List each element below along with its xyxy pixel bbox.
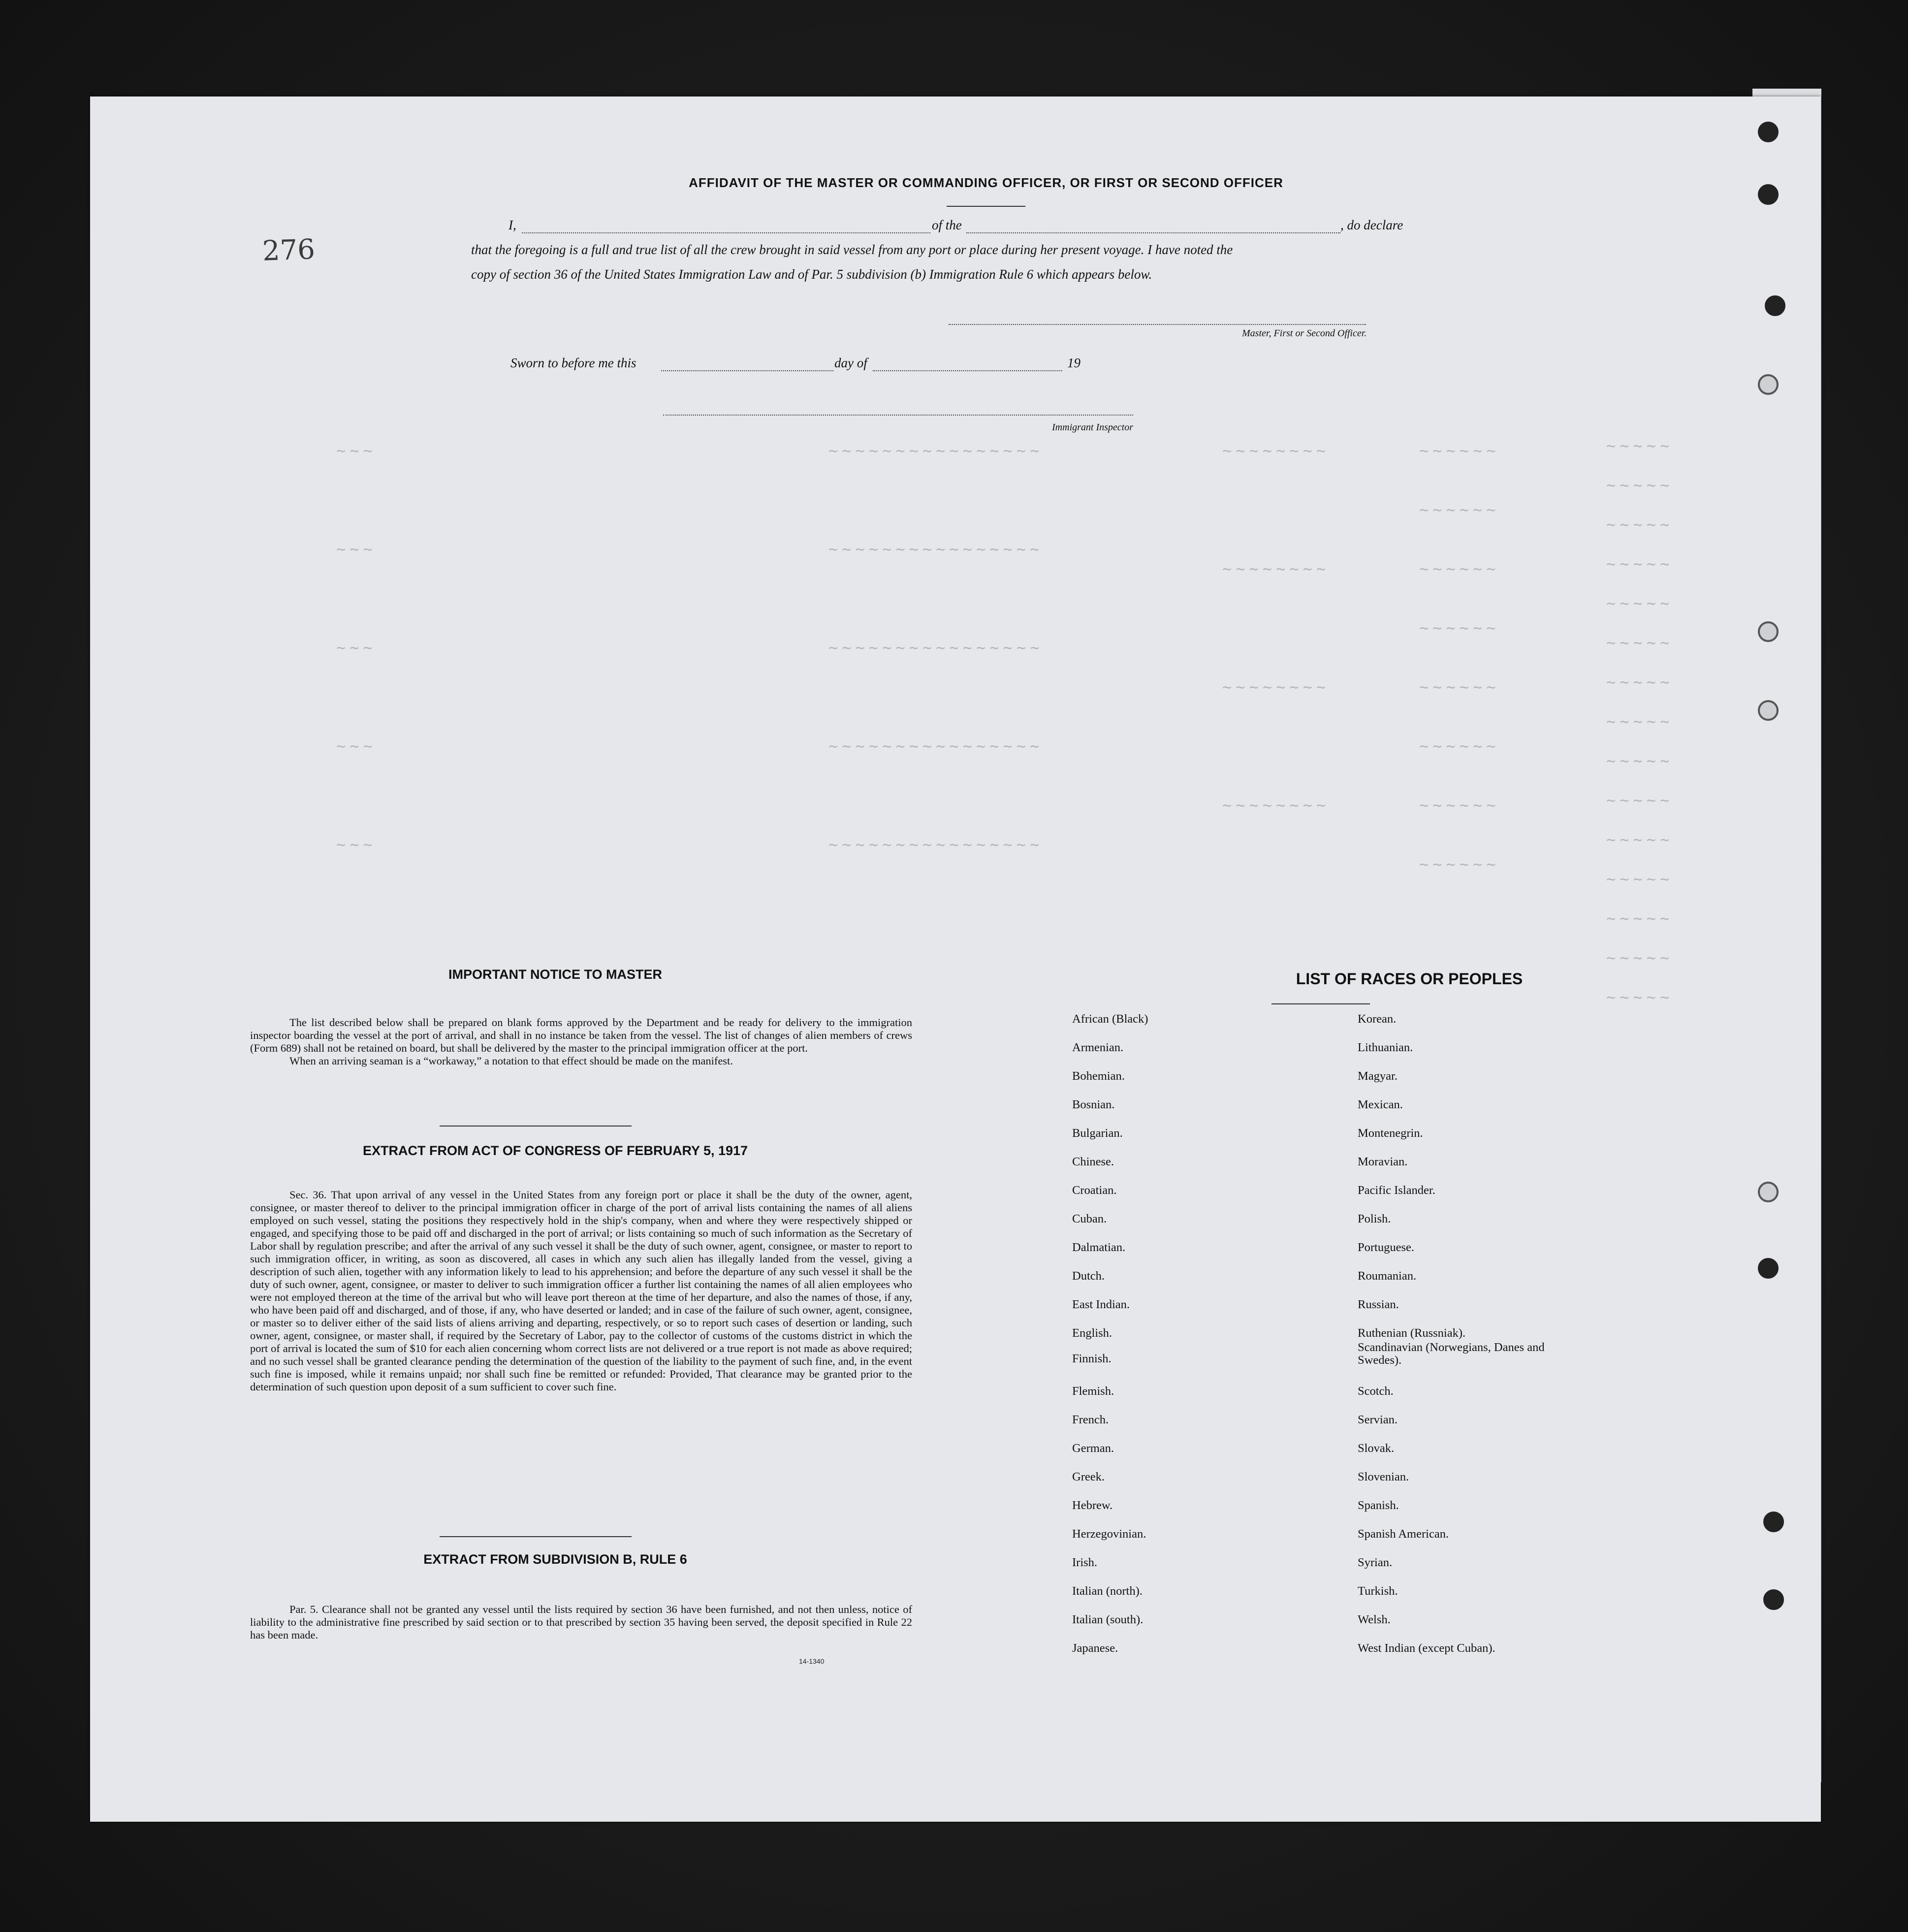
race-item: Syrian. (1358, 1556, 1393, 1569)
race-item: Herzegovinian. (1072, 1527, 1146, 1541)
binder-hole (1758, 1182, 1779, 1202)
notice-paragraph-2: When an arriving seaman is a “workaway,” a notation to that effect should be made on the manifest. (289, 1055, 733, 1067)
affidavit-title-rule (947, 206, 1025, 207)
binder-hole (1758, 374, 1779, 395)
race-item: German. (1072, 1442, 1114, 1455)
race-item: Dutch. (1072, 1269, 1105, 1283)
extract-rule-paragraph: Par. 5. Clearance shall not be granted any vessel until the lists required by section 36 have been furnished, and not then unless, notice of liability to the administrative fine prescribed by said section or to that prescribed by section 35 having been served, the deposit specified in Rule 22 has been made. (250, 1603, 912, 1641)
race-item: Polish. (1358, 1212, 1391, 1225)
race-item: Bosnian. (1072, 1098, 1115, 1111)
section-divider (440, 1126, 632, 1127)
race-item: Mexican. (1358, 1098, 1403, 1111)
binder-hole (1758, 621, 1779, 642)
race-item: Ruthenian (Russniak). (1358, 1326, 1466, 1340)
sworn-year-label: 19 (1067, 355, 1081, 370)
binder-hole (1758, 122, 1779, 142)
race-item: Turkish. (1358, 1584, 1398, 1598)
race-item: Flemish. (1072, 1385, 1114, 1398)
affidavit-do-declare: , do declare (1340, 218, 1403, 232)
race-item: Spanish. (1358, 1499, 1399, 1512)
notice-paragraph-1: The list described below shall be prepared on blank forms approved by the Department and be ready for delivery to the immigration inspector boarding the vessel at the port of arrival, and shall in no instance be taken from the vessel. The list of changes of alien members of crews (Form 689) shall not be retained on board, but shall be delivered by the master to the principal immigration officer at the port. (250, 1016, 912, 1054)
race-item: Korean. (1358, 1012, 1397, 1026)
race-item: Armenian. (1072, 1041, 1124, 1054)
race-item: Slovenian. (1358, 1470, 1409, 1483)
race-item: Russian. (1358, 1298, 1399, 1311)
binder-hole (1758, 700, 1779, 721)
document-page: ~~~~~ ~~~~~ ~~~~~ ~~~~~ ~~~~~ ~~~~~ ~~~~~ ~~~~~ ~~~~~ ~~~~~ ~~~~~ ~~~~~ ~~~~~ ~~~~~ ~~~~~ ~~~~~~ ~~~~~~ ~~~~~~ ~~~~~~ ~~~~~~ ~~~~~~ ~~~~~~ ~~~~~~ ~~~~~~~~ ~~~~~~~~ ~~~~~~~~ ~~~~~~~~ ~~~~~~~~~~~~~~~~ ~~~~~~~~~~~~~~~~ ~~~~~~~~~~~~~~~~ ~~~~~~~~~~~~~~~~ ~~~~~~~~~~~~~~~~ ~~~ ~~~ ~~~ ~~~ ~~~ 276 AFFIDAVIT OF THE MASTER OR COMMANDING OFFICER, OR FIRST OR SECOND OFFICER I, of the , do declare that the foregoing is a full and true list of all the crew brought in said vessel from any port or place during her present voyage. I have noted the copy of section 36 of the United States Immigration Law and of Par. 5 subdivision (b) Immigration Rule 6 which appears below. Master, First or Second Officer. Sworn to before me this day of 19 Immigrant Inspector IMPORTANT NOTICE TO MASTER The list described below shall be prepared on blank forms approved by the Department and be ready for delivery to the immigration inspector boarding the vessel at the port of arrival, and shall in no instance be taken from the vessel. The list of changes of alien members of crews (Form 689) shall not be retained on board, but shall be delivered by the master to the principal immigration officer at the port. When an arriving seaman is a “workaway,” a notation to that effect should be made on the manifest. EXTRACT FROM ACT OF CONGRESS OF FEBRUARY 5, 1917 Sec. 36. That upon arrival of any vessel in the United States from any foreign port or place it shall be the duty of the owner, agent, consignee, or master thereof to deliver to the principal immigration officer in charge of the port of arrival lists containing the names of all aliens employed on such vessel, stating the positions they respectively hold in the ship's company, when and where they were respectively shipped or engaged, and specifying those to be paid off and discharged in the port of arrival; or lists containing so much of such information as the Secretary of Labor shall by regulation prescribe; and after the arrival of any such vessel it shall be the duty of such owner, agent, consignee, or master to report to such immigration officer, in writing, as soon as discovered, all cases in which any such alien has illegally landed from the vessel, giving a description of such alien, together with any information likely to lead to his apprehension; and before the departure of any such vessel it shall be the duty of such owner, agent, consignee, or master to deliver to such immigration officer a further list containing the names of all alien employees who were not employed thereon at the time of the arrival but who will leave port thereon at the time of her departure, and also the names of those, if any, who have been paid off and discharged, and of those, if any, who have deserted or landed; and in case of the failure of such owner, agent, consignee, or master so to deliver either of the said lists of aliens arriving and departing, respectively, or so to report such cases of desertion or landing, such owner, agent, consignee, or master shall, if required by the Secretary of Labor, pay to the collector of customs of the customs district in which the port of arrival is located the sum of $10 for each alien concerning whom correct lists are not delivered or a true report is not made as above required; and no such vessel shall be granted clearance pending the determination of the question of the liability to the payment of such fine, and, in the event such fine is imposed, while it remains unpaid; nor shall such fine be remitted or refunded: Provided, That clearance may be granted prior to the determination of such question upon deposit of a sum sufficient to cover such fine. EXTRACT FROM SUBDIVISION B, RULE 6 Par. 5. Clearance shall not be granted any vessel until the lists required by section 36 have been furnished, and not then unless, notice of liability to the administrative fine prescribed by said section or to that prescribed by section 35 having been served, the deposit specified in Rule 22 has been made. 14-1340 LIST OF RACES OR PEOPLES African (Black) Armenian. Bohemian. Bosnian. Bulgarian. Chinese. Croatian. Cuban. Dalmatian. Dutch. East Indian. English. Finnish. Flemish. French. German. Greek. Hebrew. Herzegovinian. Irish. Italian (north). Italian (south). Japanese. Korean. Lithuanian. Magyar. Mexican. Montenegrin. Moravian. Pacific Islander. Polish. Portuguese. Roumanian. Russian. Ruthenian (Russniak). Scandinavian (Norwegians, Danes and Swedes). Scotch. Servian. Slovak. Slovenian. Spanish. Spanish American. Syrian. Turkish. Welsh. West Indian (except Cuban). (90, 97, 1821, 1822)
extract-rule-title: EXTRACT FROM SUBDIVISION B, RULE 6 (423, 1552, 687, 1567)
race-item: African (Black) (1072, 1012, 1148, 1026)
race-item: West Indian (except Cuban). (1358, 1642, 1495, 1655)
race-item: Portuguese. (1358, 1241, 1414, 1254)
race-item: Bohemian. (1072, 1069, 1125, 1083)
extract-act-body (250, 1189, 912, 1393)
notice-body (250, 1016, 912, 1067)
race-item: Lithuanian. (1358, 1041, 1413, 1054)
race-item: Greek. (1072, 1470, 1105, 1483)
affidavit-i-label: I, (509, 218, 516, 232)
binder-hole (1758, 1258, 1779, 1279)
sworn-day-field[interactable] (661, 370, 833, 371)
affidavit-name-field[interactable] (522, 232, 930, 233)
races-title: LIST OF RACES OR PEOPLES (1296, 970, 1523, 988)
binder-hole (1763, 1589, 1784, 1610)
race-item: Dalmatian. (1072, 1241, 1126, 1254)
race-item: Croatian. (1072, 1184, 1117, 1197)
race-item: Chinese. (1072, 1155, 1114, 1168)
race-item: Roumanian. (1358, 1269, 1417, 1283)
binder-hole (1763, 1512, 1784, 1532)
master-signature-field[interactable] (949, 324, 1366, 325)
race-item: Cuban. (1072, 1212, 1107, 1225)
inspector-signature-field[interactable] (663, 415, 1133, 416)
affidavit-vessel-field[interactable] (966, 232, 1340, 233)
race-item: French. (1072, 1413, 1109, 1426)
races-title-rule (1272, 1003, 1370, 1004)
handwritten-page-number: 276 (261, 233, 316, 267)
race-item: Finnish. (1072, 1352, 1112, 1365)
extract-act-paragraph: Sec. 36. That upon arrival of any vessel in the United States from any foreign port or place it shall be the duty of the owner, agent, consignee, or master thereof to deliver to the principal immigration officer in charge of the port of arrival lists containing the names of all aliens employed on such vessel, stating the positions they respectively hold in the ship's company, when and where they were respectively shipped or engaged, and specifying those to be paid off and discharged in the port of arrival; or lists containing so much of such information as the Secretary of Labor shall by regulation prescribe; and after the arrival of any such vessel it shall be the duty of such owner, agent, consignee, or master to report to such immigration officer, in writing, as soon as discovered, all cases in which any such alien has illegally landed from the vessel, giving a description of such alien, together with any information likely to lead to his apprehension; and before the departure of any such vessel it shall be the duty of such owner, agent, consignee, or master to deliver to such immigration officer a further list containing the names of all alien employees who were not employed thereon at the time of the arrival but who will leave port thereon at the time of her departure, and also the names of those, if any, who have been paid off and discharged, and of those, if any, who have deserted or landed; and in case of the failure of such owner, agent, consignee, or master so to deliver either of the said lists of aliens arriving and departing, respectively, or so to report such cases of desertion or landing, such owner, agent, consignee, or master shall, if required by the Secretary of Labor, pay to the collector of customs of the customs district in which the port of arrival is located the sum of $10 for each alien concerning whom correct lists are not delivered or a true report is not made as above required; and no such vessel shall be granted clearance pending the determination of the question of the liability to the payment of such fine, and, in the event such fine is imposed, while it remains unpaid; nor shall such fine be remitted or refunded: Provided, That clearance may be granted prior to the determination of such question upon deposit of a sum sufficient to cover such fine. (250, 1189, 912, 1393)
affidavit-line-3: copy of section 36 of the United States Immigration Law and of Par. 5 subdivision (b) Immigration Rule 6 which appears below. (471, 267, 1152, 282)
race-item: Servian. (1358, 1413, 1398, 1426)
race-item: Pacific Islander. (1358, 1184, 1435, 1197)
race-item: Italian (south). (1072, 1613, 1144, 1626)
race-item: Spanish American. (1358, 1527, 1449, 1541)
race-item: Scandinavian (Norwegians, Danes and Swedes). (1358, 1341, 1545, 1367)
races-left-column (1072, 1012, 1348, 1662)
race-item: Hebrew. (1072, 1499, 1113, 1512)
form-number: 14-1340 (799, 1657, 825, 1665)
race-item: Montenegrin. (1358, 1127, 1423, 1140)
race-item: Italian (north). (1072, 1584, 1143, 1598)
extract-act-title: EXTRACT FROM ACT OF CONGRESS OF FEBRUARY 5, 1917 (362, 1143, 748, 1158)
sworn-day-of-label: day of (834, 355, 867, 370)
sworn-label: Sworn to before me this (510, 355, 636, 370)
binder-hole (1765, 295, 1785, 316)
race-item: Moravian. (1358, 1155, 1408, 1168)
race-item: Bulgarian. (1072, 1127, 1123, 1140)
race-item: Scotch. (1358, 1385, 1394, 1398)
race-item: Irish. (1072, 1556, 1098, 1569)
affidavit-of-the-label: of the (932, 218, 962, 232)
affidavit-line-2: that the foregoing is a full and true list of all the crew brought in said vessel from any port or place during her present voyage. I have noted the (471, 242, 1233, 257)
binder-hole (1758, 184, 1779, 205)
sworn-month-field[interactable] (873, 370, 1062, 371)
notice-title: IMPORTANT NOTICE TO MASTER (448, 967, 662, 982)
races-right-column (1358, 1012, 1633, 1662)
section-divider-2 (440, 1536, 632, 1537)
extract-rule-body (250, 1603, 912, 1642)
inspector-caption: Immigrant Inspector (1052, 422, 1133, 433)
race-item: East Indian. (1072, 1298, 1130, 1311)
affidavit-title: AFFIDAVIT OF THE MASTER OR COMMANDING OFFICER, OR FIRST OR SECOND OFFICER (689, 175, 1283, 190)
race-item: Magyar. (1358, 1069, 1398, 1083)
race-item: Slovak. (1358, 1442, 1395, 1455)
race-item: English. (1072, 1326, 1112, 1340)
master-signature-caption: Master, First or Second Officer. (1242, 328, 1367, 339)
race-item: Welsh. (1358, 1613, 1391, 1626)
race-item: Japanese. (1072, 1642, 1118, 1655)
